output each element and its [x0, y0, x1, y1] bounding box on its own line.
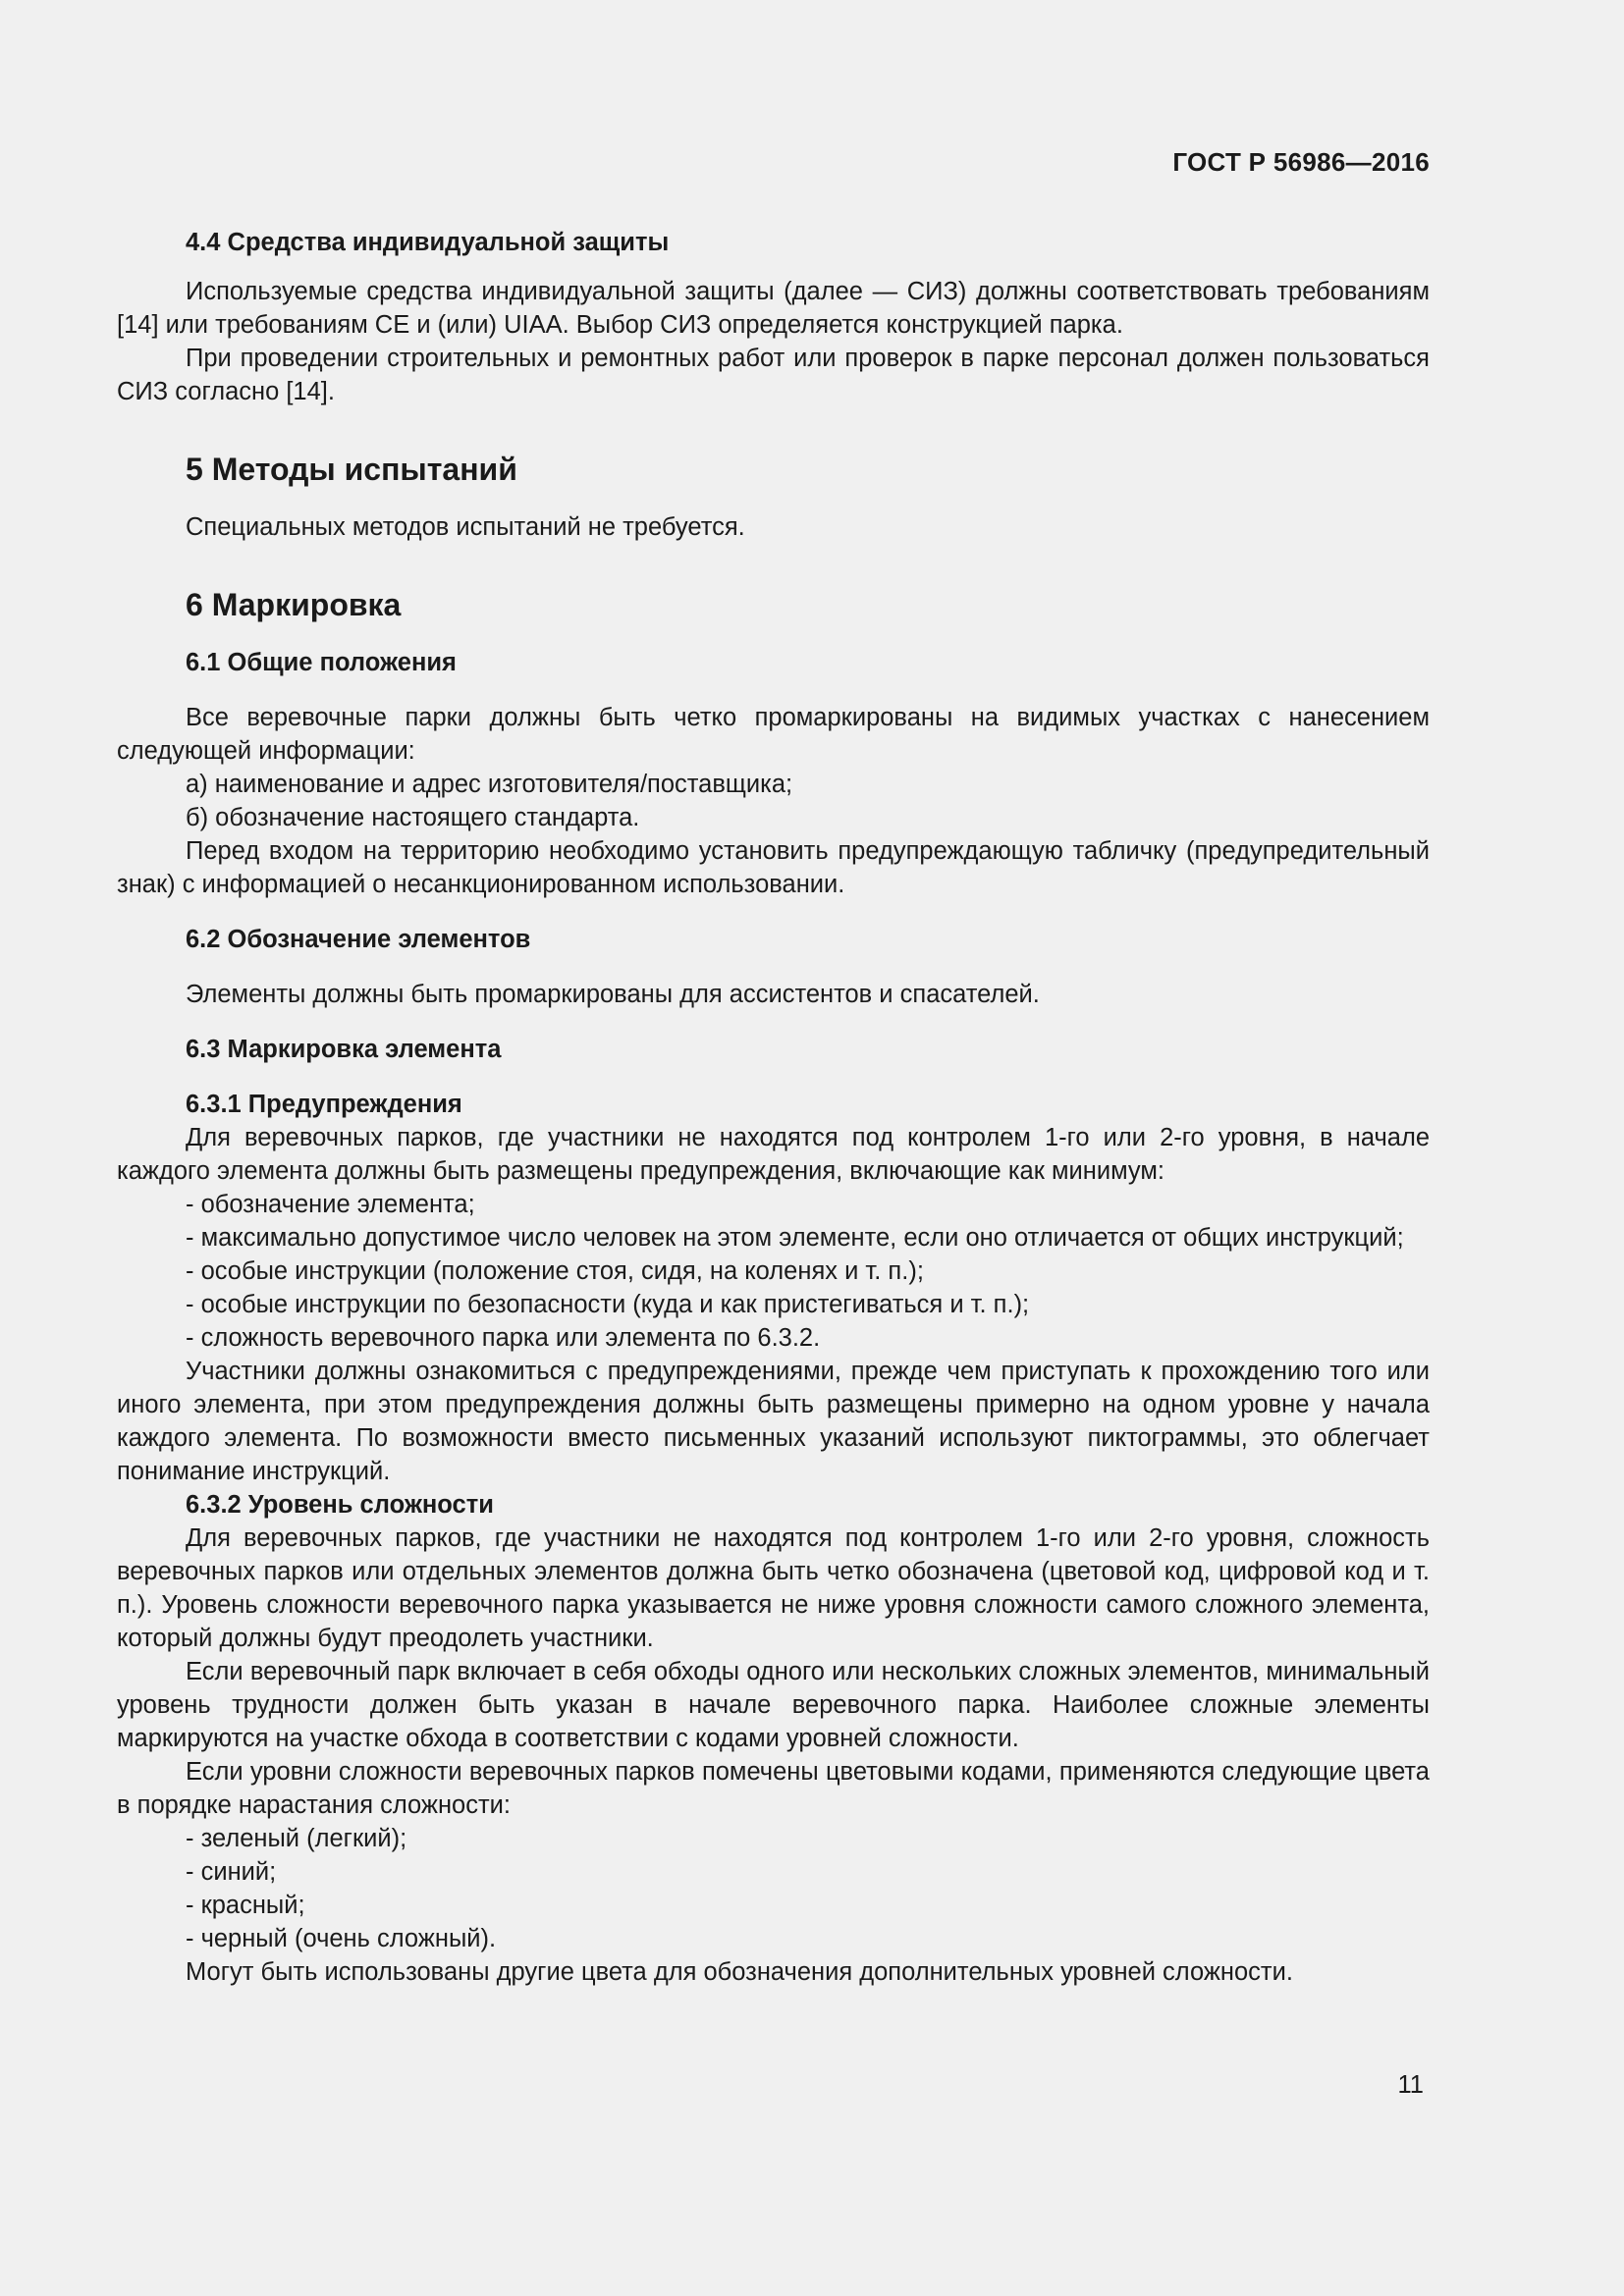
paragraph: Если уровни сложности веревочных парков помечены цветовыми кодами, применяются следующие цвета в порядке нарастания сложности:	[117, 1758, 1430, 1819]
section-4-4-title: 4.4 Средства индивидуальной защиты	[186, 229, 670, 256]
paragraph: Используемые средства индивидуальной защиты (далее — СИЗ) должны соответствовать требованиям [14] или требованиям CE и (или) UIAA. Выбор СИЗ определяется конструкцией парка.	[117, 278, 1430, 339]
list-item: - особые инструкции (положение стоя, сидя, на коленях и т. п.);	[186, 1257, 924, 1285]
list-item: - сложность веревочного парка или элемента по 6.3.2.	[186, 1324, 821, 1352]
page-number: 11	[1397, 2071, 1424, 2099]
paragraph: При проведении строительных и ремонтных работ или проверок в парке персонал должен пользоваться СИЗ согласно [14].	[117, 345, 1430, 405]
list-item: - максимально допустимое число человек на этом элементе, если оно отличается от общих инструкций;	[186, 1224, 1404, 1252]
section-5-title: 5 Методы испытаний	[186, 452, 517, 487]
section-6-2-title: 6.2 Обозначение элементов	[186, 926, 531, 953]
list-item: а) наименование и адрес изготовителя/поставщика;	[186, 771, 793, 798]
list-item: - обозначение элемента;	[186, 1191, 475, 1218]
section-6-title: 6 Маркировка	[186, 587, 402, 622]
page-content	[117, 226, 1430, 1989]
list-item: - особые инструкции по безопасности (куда и как пристегиваться и т. п.);	[186, 1291, 1030, 1318]
paragraph: Если веревочный парк включает в себя обходы одного или нескольких сложных элементов, минимальный уровень трудности должен быть указан в начале веревочного парка. Наиболее сложные элементы маркируются на участке обхода в соответствии с кодами уровней сложности.	[117, 1658, 1430, 1752]
section-6-3-title: 6.3 Маркировка элемента	[186, 1036, 502, 1063]
paragraph: Перед входом на территорию необходимо установить предупреждающую табличку (предупредительный знак) с информацией о несанкционированном использовании.	[117, 837, 1430, 898]
paragraph: Могут быть использованы другие цвета для обозначения дополнительных уровней сложности.	[186, 1958, 1293, 1986]
list-item: - синий;	[186, 1858, 277, 1886]
paragraph: Специальных методов испытаний не требуется.	[186, 513, 745, 541]
section-6-1-title: 6.1 Общие положения	[186, 649, 457, 676]
list-item: - черный (очень сложный).	[186, 1925, 497, 1952]
list-item: б) обозначение настоящего стандарта.	[186, 804, 640, 831]
section-6-3-2-title: 6.3.2 Уровень сложности	[186, 1491, 494, 1519]
section-6-3-1-title: 6.3.1 Предупреждения	[186, 1091, 462, 1118]
standard-designation: ГОСТ Р 56986—2016	[1172, 147, 1430, 177]
paragraph: Элементы должны быть промаркированы для ассистентов и спасателей.	[186, 981, 1040, 1008]
list-item: - красный;	[186, 1892, 305, 1919]
paragraph: Для веревочных парков, где участники не находятся под контролем 1-го или 2-го уровня, сложность веревочных парков или отдельных элементов должна быть четко обозначена (цветовой код, цифровой код и т. п.). Уровень сложности веревочного парка указывается не ниже уровня сложности самого сложного элемента, который должны будут преодолеть участники.	[117, 1524, 1430, 1652]
list-item: - зеленый (легкий);	[186, 1825, 407, 1852]
paragraph: Для веревочных парков, где участники не находятся под контролем 1-го или 2-го уровня, в начале каждого элемента должны быть размещены предупреждения, включающие как минимум:	[117, 1124, 1430, 1185]
paragraph: Участники должны ознакомиться с предупреждениями, прежде чем приступать к прохождению того или иного элемента, при этом предупреждения должны быть размещены примерно на одном уровне у начала каждого элемента. По возможности вместо письменных указаний используют пиктограммы, это облегчает понимание инструкций.	[117, 1358, 1430, 1485]
paragraph: Все веревочные парки должны быть четко промаркированы на видимых участках с нанесением следующей информации:	[117, 704, 1430, 765]
